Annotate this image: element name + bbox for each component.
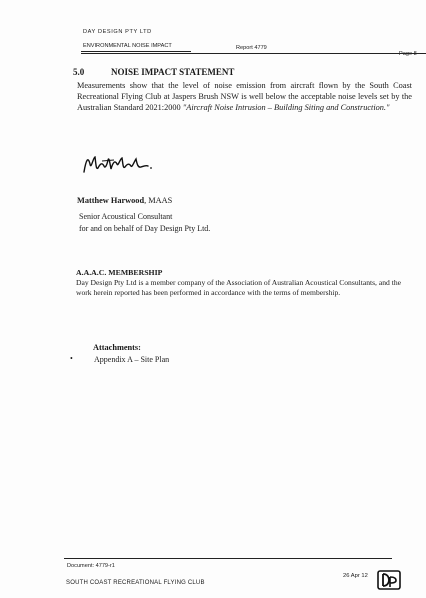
membership-title: A.A.A.C. MEMBERSHIP (76, 268, 163, 277)
attachment-bullet: • (70, 354, 73, 363)
section-body (77, 80, 412, 113)
section-title: NOISE IMPACT STATEMENT (111, 67, 235, 77)
document-number: Document: 4779-r1 (67, 563, 115, 569)
attachments-title: Attachments: (93, 343, 141, 352)
report-subject: ENVIRONMENTAL NOISE IMPACT (83, 43, 172, 49)
attachment-item: Appendix A – Site Plan (94, 355, 170, 364)
company-name: DAY DESIGN PTY LTD (83, 29, 152, 35)
signatory-role-block (79, 211, 210, 235)
signature-image (80, 150, 170, 180)
signatory-name-line (77, 196, 172, 205)
section-body-text: Measurements show that the level of noise emission from aircraft flown by the South Coast Recreational Flying Club at Jaspers Brush NSW is well below the acceptable noise levels set by the Australian Standard 2021:2000 (77, 81, 412, 112)
report-number: Report 4779 (236, 45, 267, 51)
company-logo (377, 570, 401, 590)
section-number: 5.0 (73, 67, 85, 77)
signatory-postnominal: , MAAS (144, 196, 173, 205)
header-rule (81, 53, 426, 54)
page-number: Page 8 (399, 51, 417, 57)
signatory-on-behalf: for and on behalf of Day Design Pty Ltd. (79, 224, 211, 233)
standard-title: "Aircraft Noise Intrusion – Building Siting and Construction." (182, 103, 390, 112)
document-date: 26 Apr 12 (343, 573, 368, 579)
signatory-role: Senior Acoustical Consultant (79, 212, 173, 221)
footer-rule (64, 558, 392, 559)
header-underline (81, 51, 191, 52)
client-name: SOUTH COAST RECREATIONAL FLYING CLUB (66, 580, 205, 586)
signatory-name: Matthew Harwood (77, 196, 145, 205)
membership-text: Day Design Pty Ltd is a member company of the Association of Australian Acoustical Consultants, and the work herein reported has been performed in accordance with the terms of membership. (76, 278, 401, 297)
